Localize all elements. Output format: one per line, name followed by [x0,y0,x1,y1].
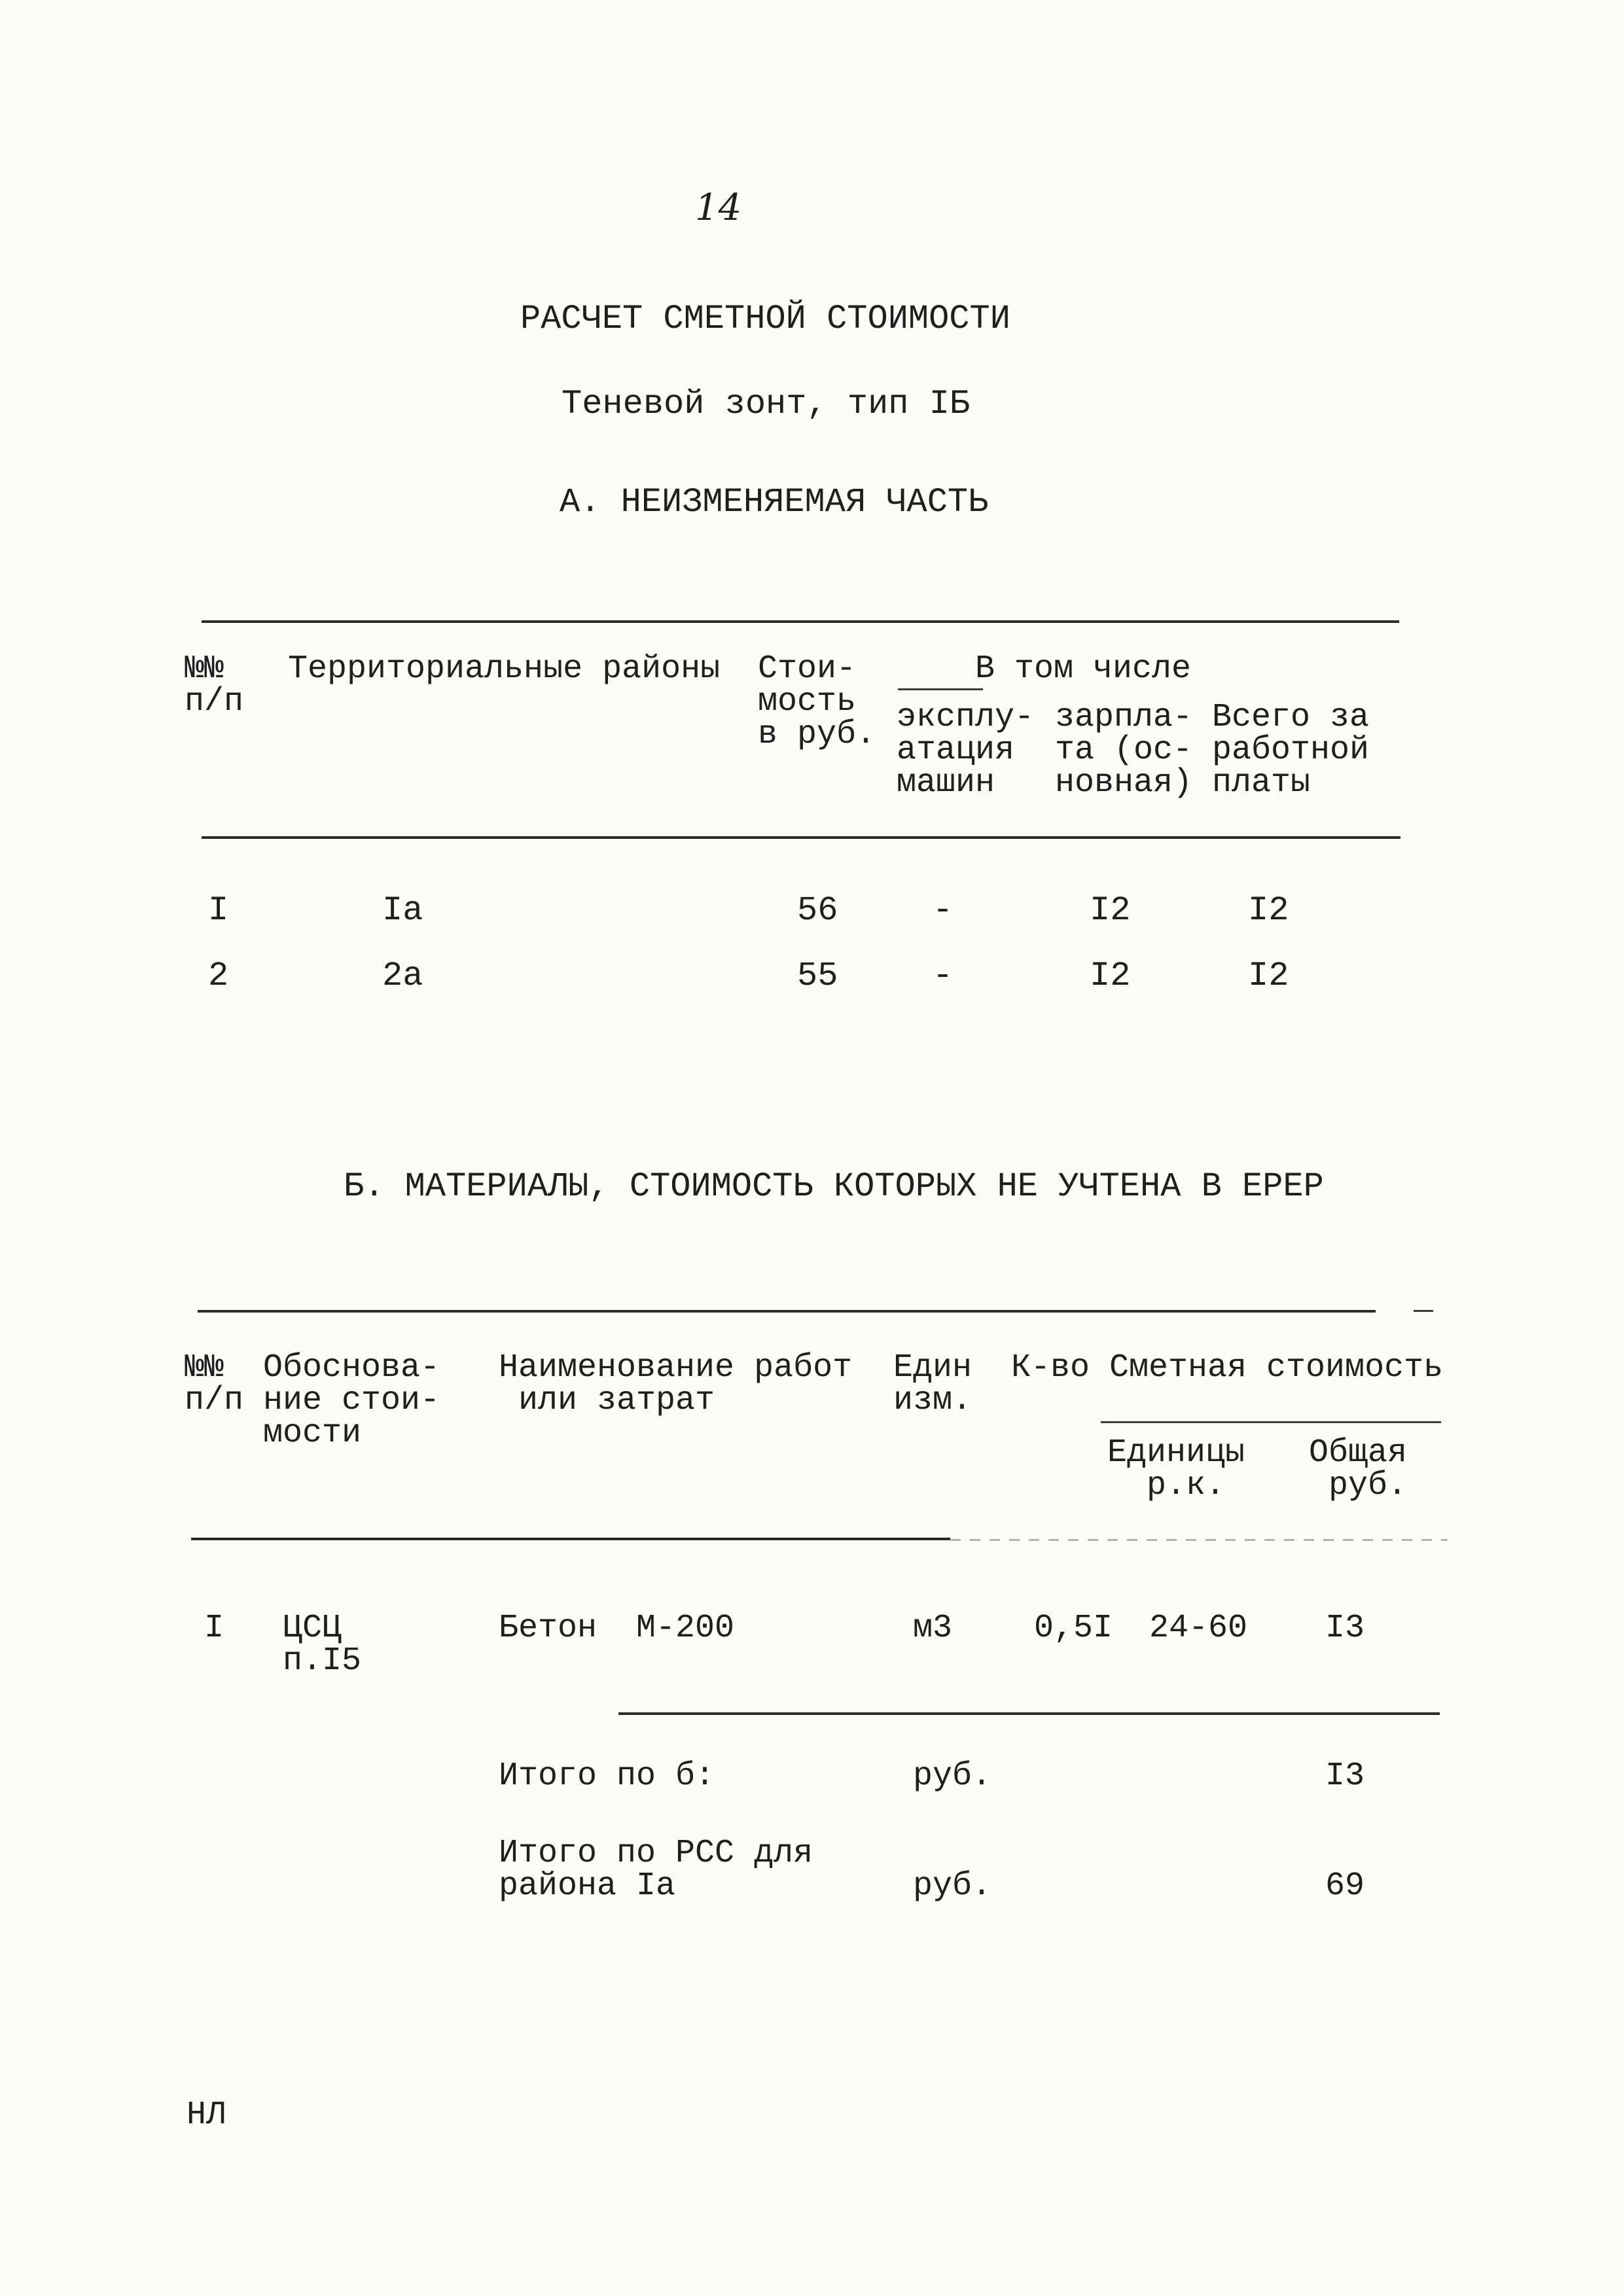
table-b-header-unit: Един изм. [893,1349,972,1419]
table-a-header-region: Территориальные районы [288,650,721,688]
table-a-header-machines: эксплу- атация машин [897,699,1035,802]
table-a-cell-salary: I2 [1090,891,1131,930]
summary-value: 69 [1325,1867,1365,1905]
table-a-group-rule [898,688,983,690]
table-a-cell-row-num: 2 [208,957,229,995]
document-title: РАСЧЕТ СМЕТНОЙ СТОИМОСТИ [520,300,1010,338]
table-b-cell-unit: м3 [913,1610,953,1647]
page-number: 14 [695,186,742,229]
table-a-cell-total-pay: I2 [1248,957,1289,995]
table-a-cell-salary: I2 [1090,957,1131,995]
summary-label: Итого по РСС для района Iа [499,1835,813,1905]
table-b-header-qty: К-во [1011,1349,1090,1386]
table-a-cell-cost: 56 [797,891,838,930]
table-b-cell-row-num: I [204,1610,224,1647]
table-b-cell-qty: 0,5I [1034,1610,1113,1647]
table-a-cell-region: Iа [382,891,423,930]
summary-label: Итого по б: [499,1757,715,1795]
table-a-cell-total-pay: I2 [1248,891,1289,930]
table-b-top-rule-tail [1414,1310,1433,1312]
table-b-header-num: №№ п/п [185,1349,244,1419]
table-a-header-total-pay: Всего за работной платы [1212,699,1370,802]
summary-unit: руб. [913,1867,992,1905]
table-b-top-rule [198,1310,1376,1313]
table-a-header-num: №№ п/п [185,650,244,720]
table-b-header-total: Общая руб. [1309,1434,1408,1504]
table-b-group-rule [1101,1421,1441,1423]
summary-unit: руб. [913,1757,992,1795]
table-b-total-rule [618,1712,1440,1715]
table-b-header-rule-dashed [950,1539,1448,1541]
table-a-header-rule [202,836,1400,839]
table-b-cell-total: I3 [1325,1610,1365,1647]
table-b-header-rule [191,1538,950,1540]
document-subtitle: Теневой зонт, тип IБ [562,385,971,423]
table-a-cell-machines: - [933,957,954,995]
table-b-cell-unit-cost: 24-60 [1149,1610,1248,1647]
table-a-cell-region: 2а [382,957,423,995]
section-a-heading: А. НЕИЗМЕНЯЕМАЯ ЧАСТЬ [560,483,989,521]
table-b-header-group: Сметная стоимость [1109,1349,1444,1386]
table-a-header-group: В том числе [975,650,1192,688]
table-b-header-basis: Обоснова- ние стои- мости [263,1349,440,1452]
table-a-header-salary: зарпла- та (ос- новная) [1055,699,1193,802]
table-a-top-rule [202,620,1399,623]
table-a-cell-machines: - [933,891,954,930]
table-b-header-unit-cost: Единицы р.к. [1107,1434,1245,1504]
table-b-header-name: Наименование работ или затрат [499,1349,853,1419]
summary-value: I3 [1325,1757,1365,1795]
table-b-cell-name: Бетон М-200 [499,1610,735,1647]
section-b-heading: Б. МАТЕРИАЛЫ, СТОИМОСТЬ КОТОРЫХ НЕ УЧТЕНА В ЕРЕР [344,1167,1324,1206]
table-a-header-cost: Стои- мость в руб. [758,650,876,753]
footer-mark: НЛ [187,2096,226,2134]
table-a-cell-row-num: I [208,891,229,930]
table-b-cell-basis: ЦСЦ п.I5 [283,1610,362,1680]
table-a-cell-cost: 55 [797,957,838,995]
